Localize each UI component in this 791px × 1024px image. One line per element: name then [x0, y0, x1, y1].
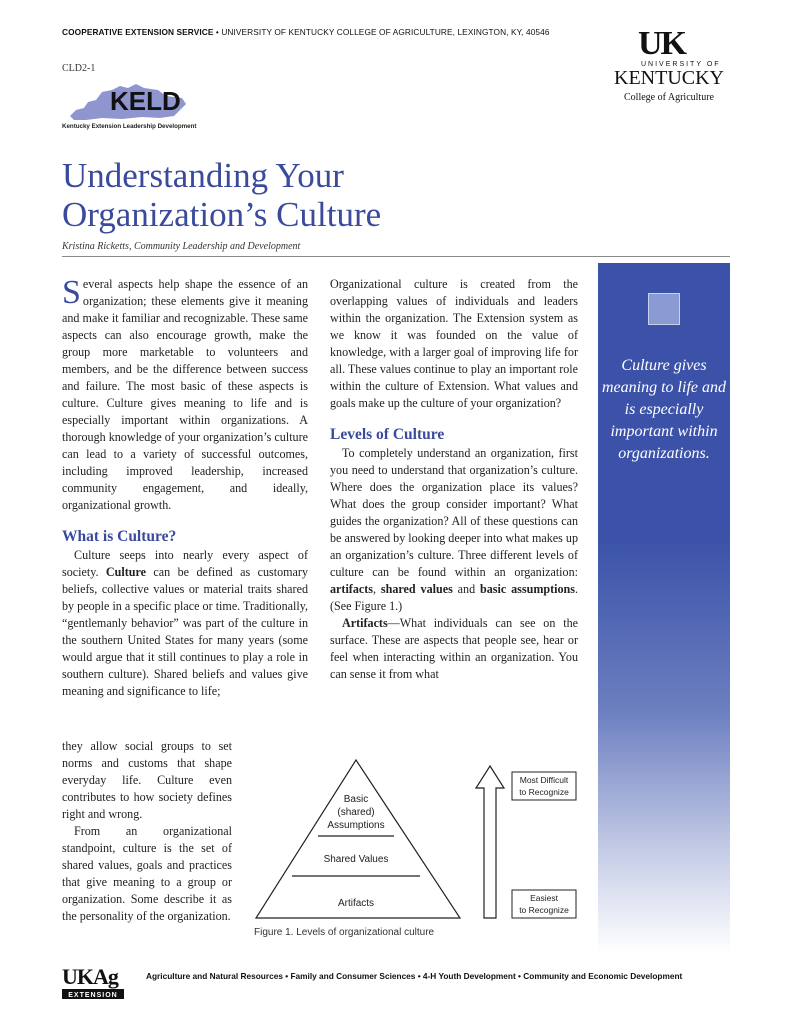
label-shared-values: Shared Values — [323, 854, 389, 865]
intro-text: everal aspects help shape the essence of an organization; these elements give it meaning and make it familiar and recognizable. These same aspects can also encourage growth, make the group more marketable to volunteers and members, and be the difference between success and failure. The most basic of these aspects is culture. Culture gives meaning to life and is especially important within organizations. A thorough knowledge of your organization’s culture can lead to a variety of successful outcomes, including improved leadership, increased community engagement, and ideally, organizational growth. — [62, 277, 308, 512]
label-artifacts: Artifacts — [337, 898, 375, 909]
title-line-2: Organization’s Culture — [62, 195, 382, 234]
figure-caption: Figure 1. Levels of organizational culture — [254, 927, 435, 938]
page-title — [62, 156, 381, 234]
culture-levels-figure — [248, 758, 588, 923]
heading-levels-of-culture: Levels of Culture — [330, 426, 445, 443]
term-shared-values: shared values — [380, 582, 453, 596]
title-line-1: Understanding Your — [62, 156, 344, 195]
footer-programs: Agriculture and Natural Resources • Family and Consumer Sciences • 4-H Youth Development • Community and Economic Development — [146, 971, 683, 981]
header-line — [62, 27, 550, 37]
heading-what-is-culture: What is Culture? — [62, 528, 177, 545]
title-divider — [62, 256, 730, 257]
keld-logo-subtitle: Kentucky Extension Leadership Development — [62, 123, 197, 130]
uk-college-logo — [608, 26, 732, 110]
culture-def-text-b: can be defined as customary beliefs, collective values or material traits shared by people in a specific place or time. Traditionally, “gentlemanly behavior” was part of the culture in the southern United States for many years (some would argue that it still continues to play a role in southern culture). Shared beliefs and values give meaning and significance to life; — [62, 565, 308, 698]
header-org: COOPERATIVE EXTENSION SERVICE — [62, 27, 214, 37]
easiest-1: Easiest — [530, 893, 558, 903]
culture-term: Culture — [105, 565, 147, 579]
uk-university-of: UNIVERSITY OF — [641, 61, 721, 68]
levels-sep-1: , — [372, 582, 381, 596]
levels-end: . (See Figure 1.) — [330, 582, 579, 613]
sidebar-square-icon — [648, 293, 680, 325]
up-arrow-icon — [476, 766, 504, 918]
artifacts-paragraph — [330, 615, 578, 683]
keld-logo-text: KELD — [110, 86, 181, 116]
easiest-2: to Recognize — [519, 905, 569, 915]
most-difficult-1: Most Difficult — [519, 775, 569, 785]
label-basic: Basic — [343, 794, 369, 805]
levels-paragraph — [330, 445, 578, 615]
uk-kentucky: KENTUCKY — [614, 67, 724, 89]
pyramid — [256, 760, 460, 918]
label-assumptions: Assumptions — [327, 820, 385, 831]
artifacts-term: Artifacts — [342, 616, 388, 630]
artifacts-text: —What individuals can see on the surface. These are aspects that people see, hear or feel when interacting within an organization. You can sense it from what — [330, 616, 578, 681]
term-artifacts: artifacts — [330, 582, 373, 596]
ukag-extension-logo — [62, 962, 132, 1000]
sidebar-quote: Culture gives meaning to life and is especially important within organizations. — [602, 357, 726, 462]
uk-college: College of Agriculture — [624, 92, 714, 103]
header-address: • UNIVERSITY OF KENTUCKY COLLEGE OF AGRICULTURE, LEXINGTON, KY, 40546 — [213, 27, 550, 37]
uk-mark: UK — [638, 26, 685, 62]
column-1-continued — [62, 738, 232, 925]
ukag-mark: UKAg — [62, 964, 118, 989]
culture-definition-paragraph — [62, 547, 308, 700]
term-basic-assumptions: basic assumptions — [480, 582, 575, 596]
label-shared-paren: (shared) — [337, 807, 375, 818]
most-difficult-2: to Recognize — [519, 787, 569, 797]
author-line: Kristina Ricketts, Community Leadership and Development — [62, 241, 301, 252]
organizational-culture-paragraph: From an organizational standpoint, culture is the set of shared values, goals and practices that give meaning to a group or organization. Some describe it as the personality of the organization. — [62, 824, 232, 923]
drop-cap: S — [62, 274, 81, 311]
intro-paragraph — [62, 276, 308, 514]
document-code: CLD2-1 — [62, 63, 96, 74]
ukag-extension: EXTENSION — [68, 992, 118, 999]
column-1 — [62, 276, 308, 700]
keld-logo — [62, 80, 202, 132]
levels-text: To completely understand an organization, first you need to understand that organization’s culture. Where does the organization place its values? What does the group consider important? What guides the organization? All of these questions can be answered by looking deeper into what makes up an organization’s culture. Three different levels of culture can be found within an organization: — [330, 446, 578, 579]
culture-norms-paragraph: they allow social groups to set norms and customs that shape everyday life. Culture even contributes to how society defines right and wrong. — [62, 739, 232, 821]
column-2 — [330, 276, 578, 683]
culture-def-text-a: Culture seeps into nearly every aspect of society. — [62, 548, 308, 579]
levels-sep-2: and — [452, 582, 481, 596]
extension-values-paragraph: Organizational culture is created from the overlapping values of individuals and leaders within the organization. The Extension system as we know it was founded on the value of knowledge, with a larger goal of improving life for all. These values continue to play an important role within the culture of Extension. What values and goals make up the culture of your organization? — [330, 277, 578, 410]
